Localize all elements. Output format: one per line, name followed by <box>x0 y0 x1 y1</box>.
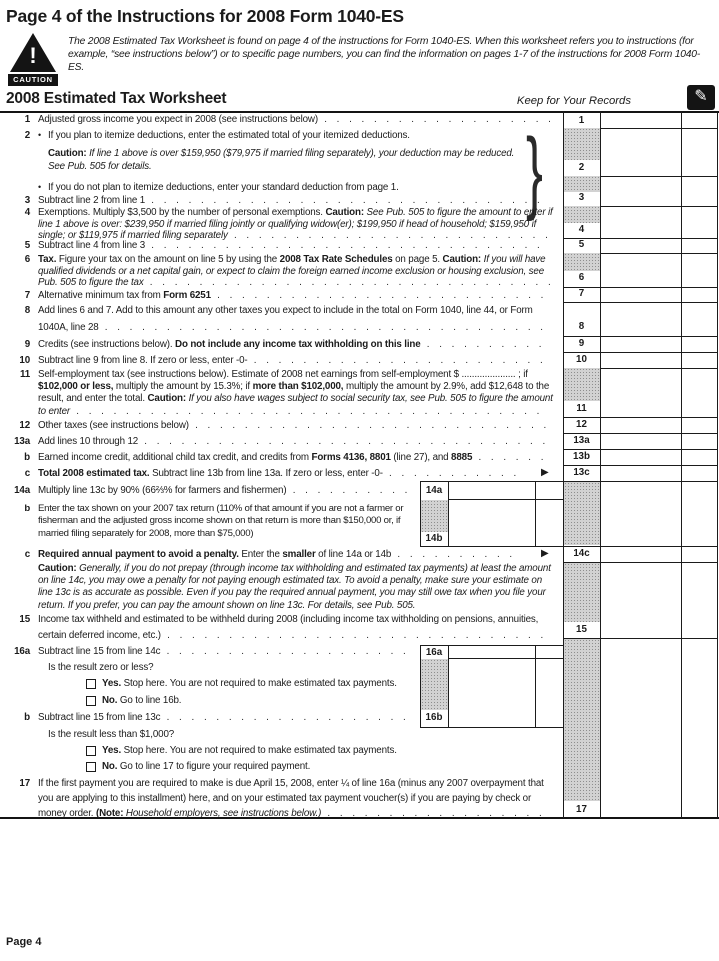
line-14c-caution: Caution: Generally, if you do not prepay (through income tax withholding and estimated tax payments) at least the amount on line 14c, you may owe a penalty for not paying enough estimated tax. To avoid a penalty, make sure your estimate on line 13c is as accurate as possible. Even if you pay the required annual payment, you may still owe tax when you file your return. If you prefer, you can pay the amount shown on line 13c. For details, see Pub. 505. <box>38 563 551 611</box>
worksheet-title: 2008 Estimated Tax Worksheet <box>6 90 227 107</box>
box-label-16b: 16b <box>425 712 443 723</box>
line-17: 17 If the first payment you are required to make is due April 15, 2008, enter ¼ of line 16a (minus any 2007 overpayment that you are applying to this installment) here, and on your estimated tax payment voucher(s) if you are paying by check or money order. (Note: Household employers, see instructions below.) . . <box>0 776 555 820</box>
line-16b: b Subtract line 15 from line 13c . . <box>0 712 413 725</box>
arrow-right-icon-13c: ▶ <box>541 467 549 478</box>
box-label-3: 3 <box>578 192 585 203</box>
box-label-15: 15 <box>576 624 587 635</box>
box-label-1: 1 <box>578 115 585 126</box>
box-label-13a: 13a <box>573 435 590 446</box>
amount-cell-17[interactable] <box>601 639 680 817</box>
amount-cell-8[interactable] <box>601 303 680 336</box>
amount-cell-13b[interactable] <box>601 450 680 465</box>
amount-cell-11[interactable] <box>601 369 680 417</box>
line-14a: 14a Multiply line 13c by 90% (66⅔% for farmers and fishermen) . . <box>0 485 413 498</box>
line-12: 12 Other taxes (see instructions below) . . <box>0 420 555 433</box>
page-title: Page 4 of the Instructions for 2008 Form 1040-ES <box>6 6 404 26</box>
box-label-6: 6 <box>578 272 585 283</box>
box-label-13c: 13c <box>573 467 590 478</box>
box-label-14c: 14c <box>573 548 590 559</box>
box-label-12: 12 <box>576 419 587 430</box>
amount-cell-10[interactable] <box>601 353 680 368</box>
shaded-cell <box>564 206 600 223</box>
shaded-cell <box>564 368 600 401</box>
box-label-10: 10 <box>576 354 587 365</box>
caution-icon <box>8 33 58 86</box>
yes-checkbox-16a[interactable] <box>86 679 96 689</box>
amount-cell-1[interactable] <box>601 113 680 128</box>
line-14b: b Enter the tax shown on your 2007 tax return (110% of that amount if you are not a farmer or fisherman and the adjusted gross income shown on that return is more than $150,000 or, if married filing separately for 2008, more than $75,000) <box>24 503 404 539</box>
amount-cell-4[interactable] <box>601 207 680 238</box>
line-2-number: 2 <box>24 130 30 141</box>
shaded-cell <box>564 176 600 192</box>
line-13a: 13a Add lines 10 through 12 . . <box>0 436 555 449</box>
arrow-right-icon-14c: ▶ <box>541 548 549 559</box>
brace: } <box>526 120 543 222</box>
inner14-cents-divider <box>535 481 536 547</box>
box-label-17: 17 <box>576 804 587 815</box>
box-label-2: 2 <box>578 162 585 173</box>
bullet-icon: • <box>38 130 42 140</box>
line-16a: 16a Subtract line 15 from line 14c . . <box>0 646 413 659</box>
amount-cell-6[interactable] <box>601 254 680 287</box>
line-5: 5 Subtract line 4 from line 3 . . <box>0 240 555 253</box>
box-label-11: 11 <box>576 403 587 414</box>
box-label-5: 5 <box>578 239 585 250</box>
line-16b-yes: Yes. Stop here. You are not required to make estimated tax payments. <box>0 745 555 758</box>
caution-note: The 2008 Estimated Tax Worksheet is found on page 4 of the instructions for Form 1040-ES. When this worksheet refers you to instructions (for example, “see instructions below”) or to specific page numbers, you can find the information on pages 1-7 of the instructions for 2008 Form 1040-ES. <box>68 36 701 73</box>
line-4: 4 Exemptions. Multiply $3,500 by the number of personal exemptions. Caution: See Pub. 505 to figure the amount to enter if line 1 above is over: $239,950 if married filing jointly or qualifying widow(er); $199,950 if head of household; $159,950 if single; or $119,975 if married filing separately . . <box>0 207 555 243</box>
no-checkbox-16a[interactable] <box>86 696 96 706</box>
amount-cell-12[interactable] <box>601 418 680 433</box>
shaded-cell <box>564 482 600 545</box>
line-10: 10 Subtract line 9 from line 8. If zero or less, enter -0- . . <box>0 355 555 368</box>
amount-cell-2[interactable] <box>601 129 680 176</box>
box-label-4: 4 <box>578 224 585 235</box>
amount-cell-14b[interactable] <box>449 500 534 546</box>
line-11: 11 Self-employment tax (see instructions below). Estimate of 2008 net earnings from self-employment $ ..................... ; if $102,000 or less, multiply the amount by 15.3%; if more than $102,000, multiply the amount by 2.9%, add $12,648 to the result, and enter the total. Caution: If you also have wages subject to social security tax, see Pub. 505 to figure the amount to enter . . <box>0 369 555 419</box>
line-14c: c Required annual payment to avoid a penalty. Enter the smaller of line 14a or 14b . . <box>0 549 528 562</box>
shaded-cell <box>564 639 600 801</box>
amount-cell-5[interactable] <box>601 239 680 253</box>
line-16a-yes: Yes. Stop here. You are not required to make estimated tax payments. <box>0 678 555 691</box>
shaded-cell <box>564 128 600 160</box>
shaded-cell <box>564 563 600 622</box>
line-8: 8 Add lines 6 and 7. Add to this amount any other taxes you expect to include in the total on Form 1040, line 44, or Form 1040A, line 28 . . <box>0 303 555 337</box>
line-16a-question: Is the result zero or less? <box>48 662 154 673</box>
box-label-8: 8 <box>578 321 585 332</box>
box-label-13b: 13b <box>573 451 590 462</box>
line-1 <box>0 114 555 127</box>
amount-cell-16a[interactable] <box>449 646 534 658</box>
amount-cell-14c[interactable] <box>601 547 680 562</box>
page-footer: Page 4 <box>6 936 42 948</box>
line-1-number: 1 <box>24 114 30 125</box>
line-2-caution: Caution: If line 1 above is over $159,950 ($79,975 if married filing separately), your deduction may be reduced. See Pub. 505 for details. <box>48 148 515 172</box>
yes-checkbox-16b[interactable] <box>86 746 96 756</box>
line-2-bullet-2: • If you do not plan to itemize deductions, enter your standard deduction from page 1. <box>38 182 399 193</box>
line-7: 7 Alternative minimum tax from Form 6251 . . <box>0 290 555 303</box>
line-16a-no: No. Go to line 16b. <box>0 695 555 708</box>
shaded-cell <box>564 253 600 271</box>
exclamation-icon: ! <box>29 43 37 68</box>
box-label-16a: 16a <box>425 647 443 658</box>
amount-cell-14a[interactable] <box>449 482 534 499</box>
amount-cell-9[interactable] <box>601 337 680 352</box>
line-13c: c Total 2008 estimated tax. Subtract line 13b from line 13a. If zero or less, enter -0- . . <box>0 468 528 481</box>
amount-cell-7[interactable] <box>601 288 680 302</box>
amount-cell-13c[interactable] <box>601 466 680 481</box>
pencil-icon: ✎ <box>687 85 715 110</box>
box-label-14a: 14a <box>425 485 443 496</box>
no-checkbox-16b[interactable] <box>86 762 96 772</box>
line-13b: b Earned income credit, additional child tax credit, and credits from Forms 4136, 8801 (line 27), and 8885 . . <box>0 452 555 465</box>
line-2-bullet-1: 2 • If you plan to itemize deductions, enter the estimated total of your itemized deductions. <box>0 130 555 143</box>
line-16b-question: Is the result less than $1,000? <box>48 729 175 740</box>
line-1-text: Adjusted gross income you expect in 2008 (see instructions below) <box>38 114 318 125</box>
box-label-14b: 14b <box>425 533 443 544</box>
caution-icon-label: CAUTION <box>8 74 58 86</box>
line-9: 9 Credits (see instructions below). Do not include any income tax withholding on this line . . <box>0 339 555 352</box>
line-6: 6 Tax. Figure your tax on the amount on line 5 by using the 2008 Tax Rate Schedules on page 5. Caution: If you will have qualified dividends or a net capital gain, or expect to claim the foreign earned income exclusion or housing exclusion, see Pub. 505 to figure the tax . . <box>0 254 555 290</box>
line-3: 3 Subtract line 2 from line 1 . . <box>0 195 555 208</box>
line-16b-no: No. Go to line 17 to figure your required payment. <box>0 761 555 774</box>
line-15: 15 Income tax withheld and estimated to be withheld during 2008 (including income tax withholding on pensions, annuities, certain deferred income, etc.) . . <box>0 612 555 644</box>
box-label-7: 7 <box>578 288 585 299</box>
bullet-icon: • <box>38 182 42 192</box>
shaded-cell <box>421 500 448 532</box>
box-label-9: 9 <box>578 338 585 349</box>
amount-cell-15[interactable] <box>601 563 680 638</box>
amount-cell-3[interactable] <box>601 177 680 206</box>
keep-for-records-label: Keep for Your Records <box>516 95 631 107</box>
amount-cell-13a[interactable] <box>601 434 680 449</box>
